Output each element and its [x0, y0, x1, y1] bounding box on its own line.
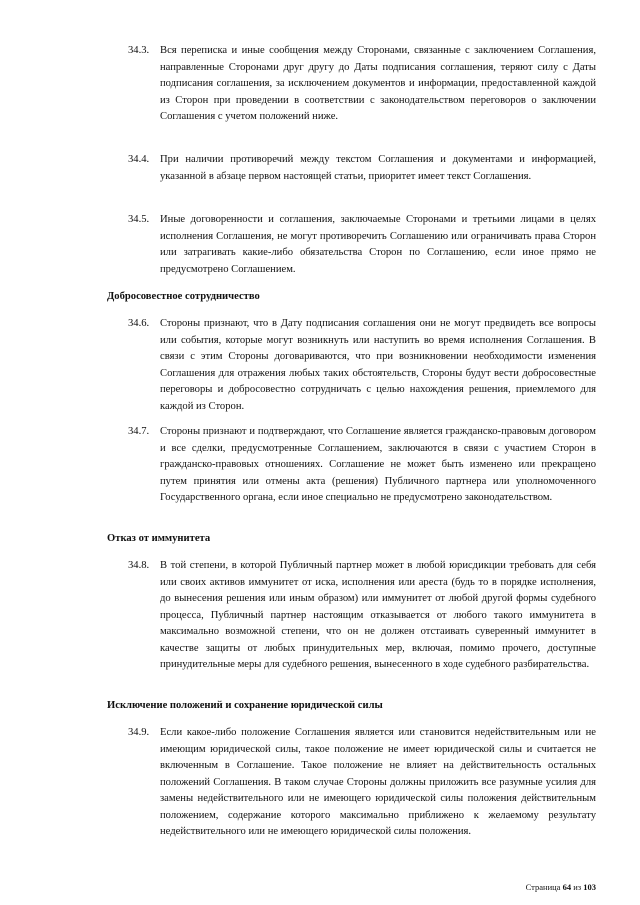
footer-page-label: Страница [525, 882, 561, 892]
footer-of-label: из [573, 882, 582, 892]
clause-text: Вся переписка и иные сообщения между Сторонами, связанные с заключением Соглашения, направленные Сторонами друг другу до Даты подписания соглашения, теряют силу с Даты подписания соглашения, за исключением документов и информации, предоставленной каждой из Сторон при проведении в соответствии с законодательством переговоров о заключении Соглашения с учетом положений ниже. [160, 45, 596, 122]
section-heading-good-faith: Добросовестное сотрудничество [107, 291, 260, 302]
section-heading-immunity: Отказ от иммунитета [107, 533, 211, 544]
clause-number: 34.9. [128, 727, 150, 738]
footer-page-total: 103 [583, 882, 596, 892]
clause-number: 34.7. [128, 426, 150, 437]
clause-number: 34.5. [128, 214, 150, 225]
section-heading-severability: Исключение положений и сохранение юридической силы [107, 700, 383, 711]
clause-number: 34.3. [128, 45, 150, 56]
clause-number: 34.6. [128, 318, 150, 329]
clause-text: Стороны признают, что в Дату подписания соглашения они не могут предвидеть все вопросы или события, которые могут возникнуть или наступить во время исполнения Соглашения. В связи с этим Стороны договариваются, что при возникновении необходимости изменения Соглашения для отражения любых таких обстоятельств, Стороны будут вести добросовестные переговоры и добросовестно сотрудничать с целью нахождения решения, приемлемого для каждой из Сторон. [160, 318, 596, 412]
clause-text: Стороны признают и подтверждают, что Соглашение является гражданско-правовым договором и все сделки, предусмотренные Соглашением, заключаются в связи с участием Сторон в гражданско-правовых отношениях. Соглашение не может быть изменено или прекращено путем принятия или отмены акта (решения) Публичного партнера или уполномоченного Государственного органа, если иное специально не предусмотрено законодательством. [160, 426, 596, 503]
clause-text: В той степени, в которой Публичный партнер может в любой юрисдикции требовать для себя или своих активов иммунитет от иска, исполнения или ареста (будь то в порядке исполнения, до вынесения решения или иным образом) или иммунитет от любой другой формы судебного процесса, Публичный партнер настоящим отказывается от любого такого иммунитета в максимально возможной степени, что он не должен отстаивать суверенный иммунитет в качестве защиты от любых принудительных мер, включая, помимо прочего, доступные принудительные меры для судебного решения, вынесенного в ходе судебного разбирательства. [160, 560, 596, 670]
clause-number: 34.4. [128, 154, 150, 165]
clause-text: Иные договоренности и соглашения, заключаемые Сторонами и третьими лицами в целях исполнения Соглашения, не могут противоречить Соглашению или ограничивать права Сторон или затрагивать какие-либо обязательства Сторон по Соглашению, если иное прямо не предусмотрено Соглашением. [160, 214, 596, 275]
page-footer [526, 882, 596, 892]
clause-number: 34.8. [128, 560, 150, 571]
clause-text: Если какое-либо положение Соглашения является или становится недействительным или не имеющим юридической силы, такое положение не имеет юридической силы и считается не включенным в Соглашение. Такое положение не влияет на действительность остальных положений Соглашения. В таком случае Стороны должны приложить все разумные усилия для замены недействительного или не имеющего юридической силы положения действительным положением, содержание которого максимально приближено к желаемому результату недействительного или не имеющего юридической силы положения. [160, 727, 596, 837]
clause-text: При наличии противоречий между текстом Соглашения и документами и информацией, указанной в абзаце первом настоящей статьи, приоритет имеет текст Соглашения. [160, 154, 596, 182]
footer-page-number: 64 [562, 882, 572, 892]
